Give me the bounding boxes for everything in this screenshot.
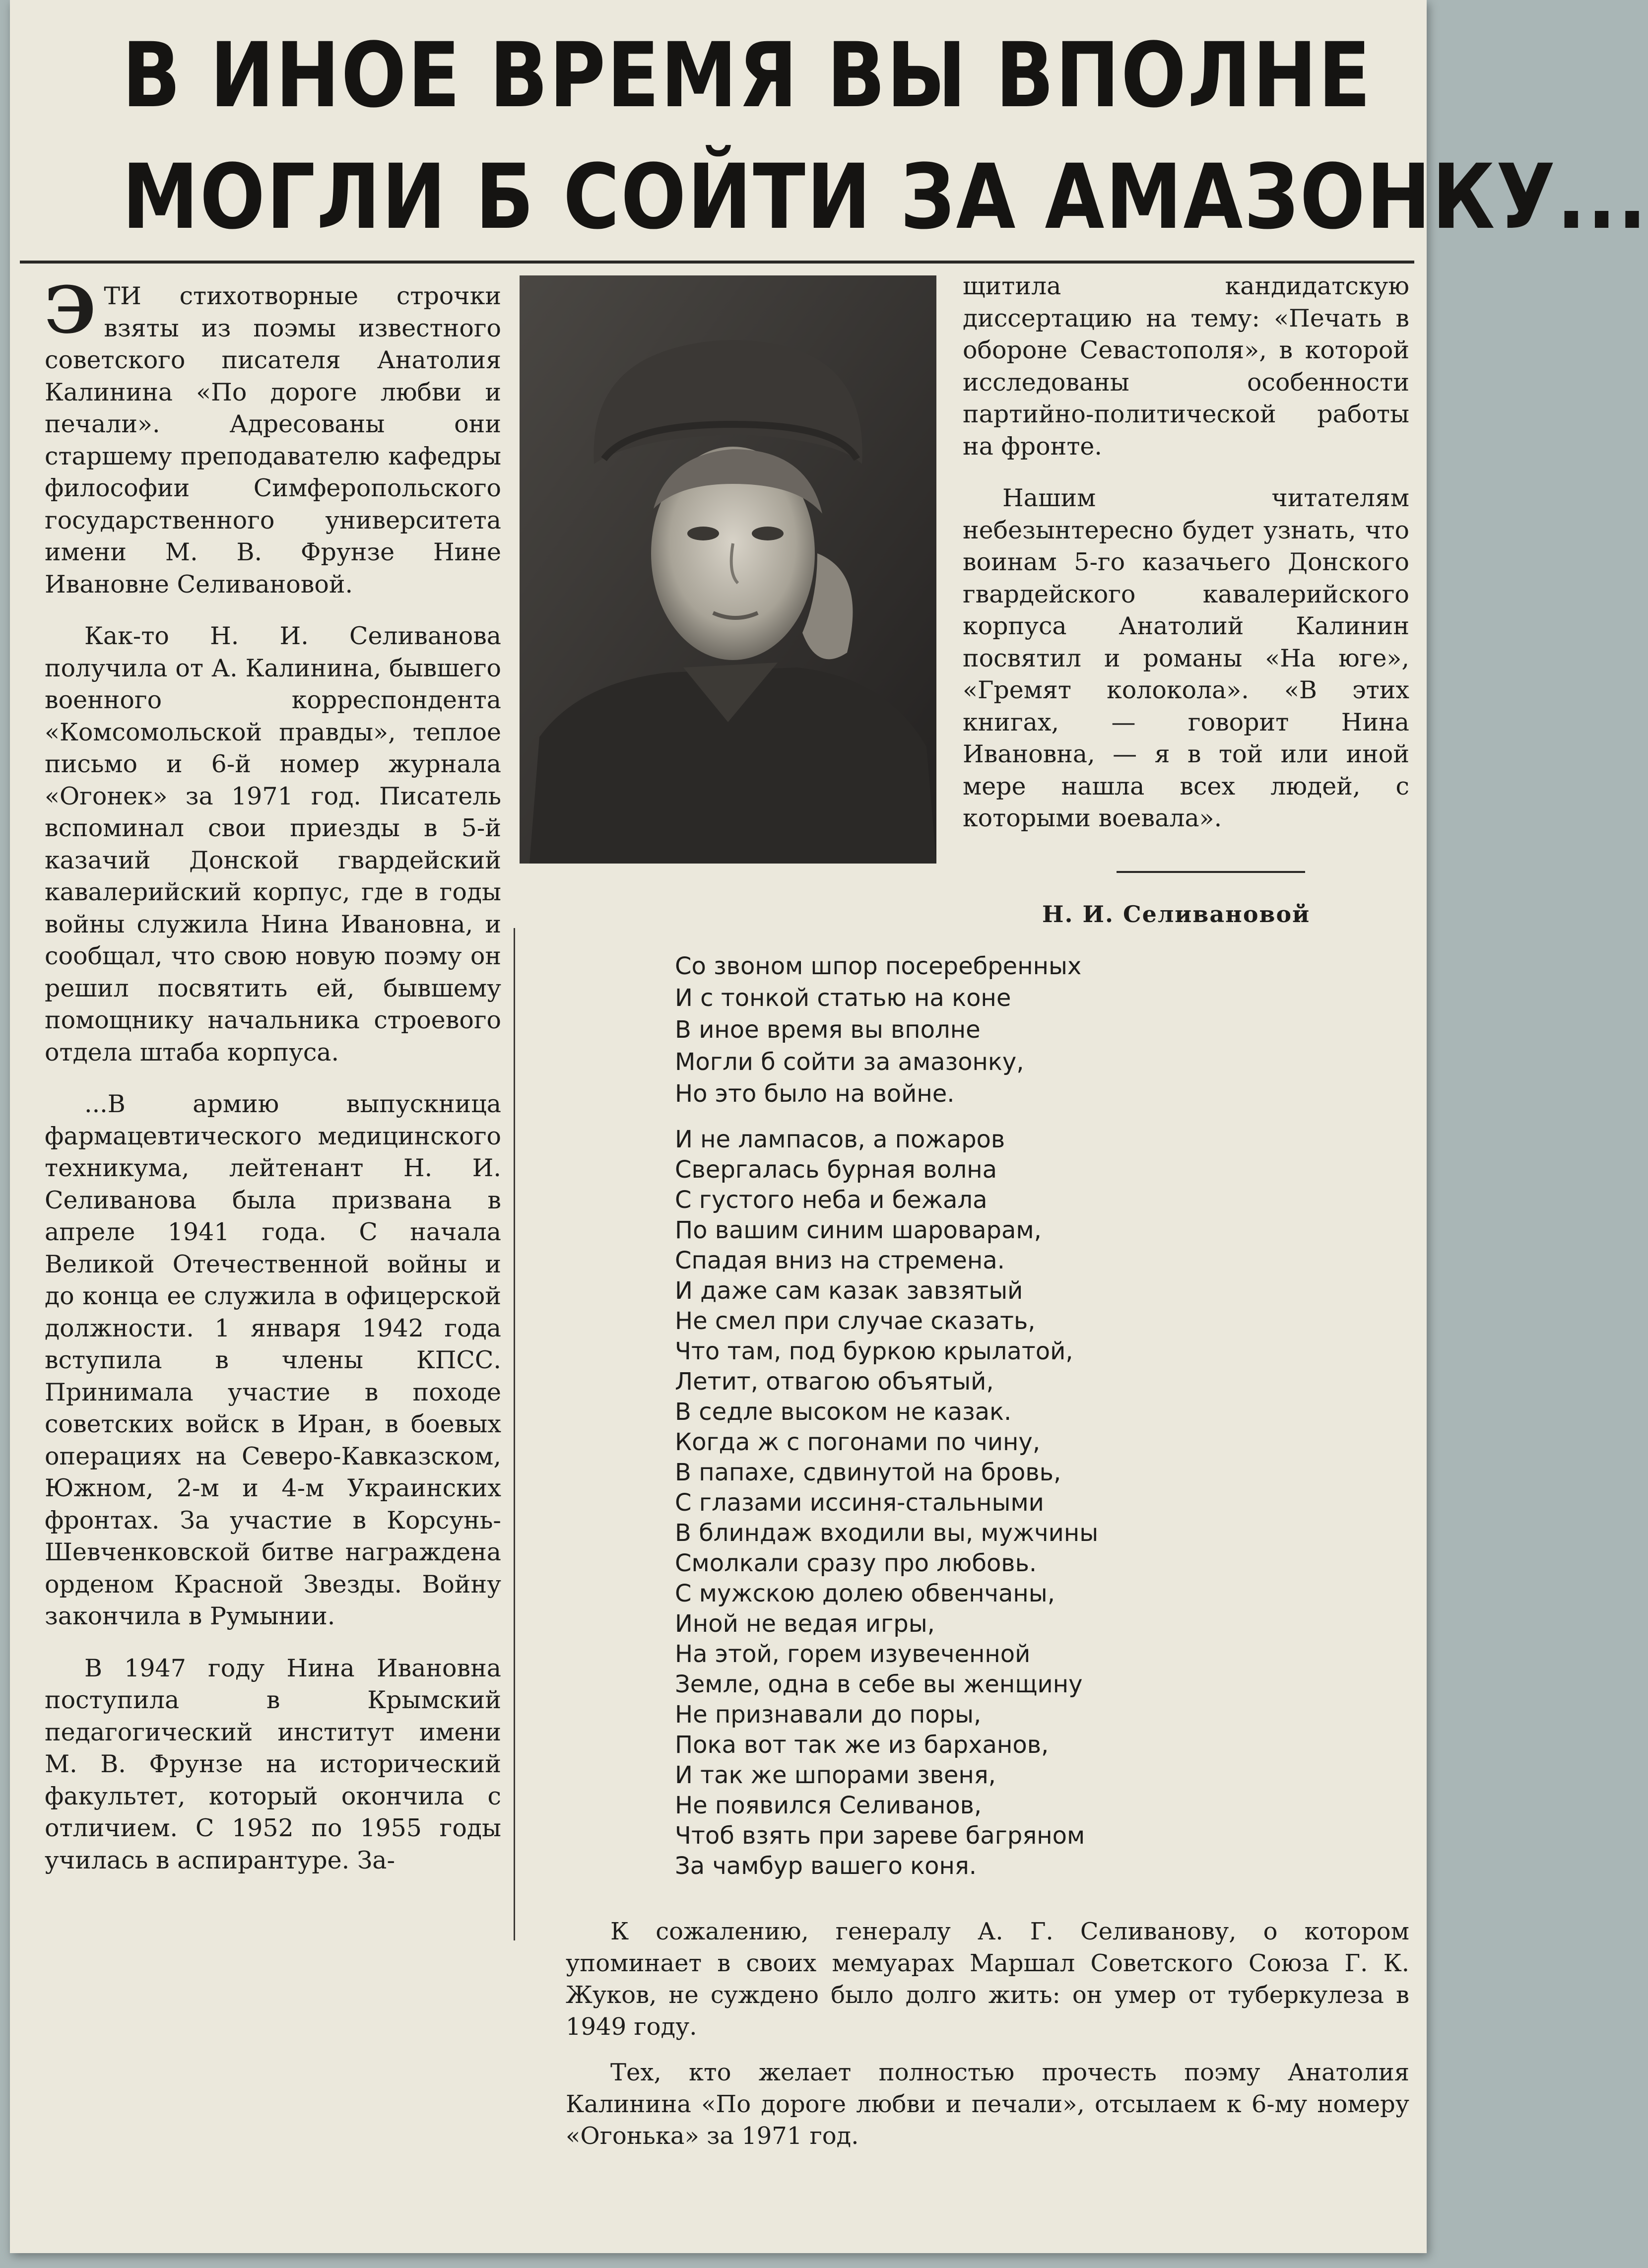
poem bbox=[675, 950, 1270, 1881]
poem-line: С густого неба и бежала bbox=[675, 1186, 988, 1214]
poem-line: Земле, одна в себе вы женщину bbox=[675, 1670, 1083, 1699]
poem-line: За чамбур вашего коня. bbox=[675, 1852, 977, 1880]
poem-line: По вашим синим шароварам, bbox=[675, 1216, 1042, 1245]
right-paragraph-1: щитила кандидатскую диссертацию на тему: «Печать в обороне Севастополя», в которой исследованы особенности партийно-политической работы на фронте. bbox=[963, 272, 1409, 461]
intro-paragraph-2: Как-то Н. И. Селиванова получила от А. Калинина, бывшего военного корреспондента «Комсомольской правды», теплое письмо и 6-й номер журнала «Огонек» за 1971 год. Писатель вспоминал свои приезды в 5-й казачий Донской гвардейский кавалерийский корпус, где в годы войны служила Нина Ивановна, и сообщал, что свою новую поэму он решил посвятить ей, бывшему помощнику начальника строевого отдела штаба корпуса. bbox=[45, 622, 501, 1067]
poem-line: В седле высоком не казак. bbox=[675, 1398, 1012, 1426]
poem-line: В папахе, сдвинутой на бровь, bbox=[675, 1459, 1061, 1487]
right-paragraph-2: Нашим читателям небезынтересно будет узнать, что воинам 5-го казачьего Донского гвардейского кавалерийского корпуса Анатолий Калинин посвятил и романы «На юге», «Гремят колокола». «В этих книгах, — говорит Нина Ивановна, — я в той или иной мере нашла всех людей, с которыми воевала». bbox=[963, 484, 1409, 832]
poem-line: Что там, под буркою крылатой, bbox=[675, 1337, 1073, 1366]
poem-line: И даже сам казак завзятый bbox=[675, 1277, 1023, 1305]
poem-line: На этой, горем изувеченной bbox=[675, 1640, 1031, 1668]
intro-column bbox=[45, 272, 501, 1876]
poem-line: Когда ж с погонами по чину, bbox=[675, 1428, 1041, 1457]
poem-stanza-1 bbox=[675, 950, 1270, 1110]
poem-line: Летит, отвагою объятый, bbox=[675, 1368, 994, 1396]
headline bbox=[25, 15, 1648, 258]
poem-line: С мужскою долею обвенчаны, bbox=[675, 1580, 1055, 1608]
poem-line: И так же шпорами звеня, bbox=[675, 1761, 996, 1790]
poem-dedication: Н. И. Селивановой bbox=[1042, 901, 1311, 928]
poem-line: Не появился Селиванов, bbox=[675, 1792, 982, 1820]
poem-line: Смолкали сразу про любовь. bbox=[675, 1549, 1037, 1578]
intro-paragraph-1 bbox=[45, 272, 501, 600]
poem-line: В блиндаж входили вы, мужчины bbox=[675, 1519, 1099, 1547]
poem-line: Не смел при случае сказать, bbox=[675, 1307, 1036, 1335]
poem-line: Могли б сойти за амазонку, bbox=[675, 1048, 1024, 1076]
dedication-rule bbox=[1117, 871, 1305, 873]
poem-line: Пока вот так же из барханов, bbox=[675, 1731, 1049, 1759]
headline-line-2: МОГЛИ Б СОЙТИ ЗА АМАЗОНКУ... bbox=[122, 145, 1648, 249]
headline-rule bbox=[20, 261, 1414, 264]
poem-line: И с тонкой статью на коне bbox=[675, 984, 1011, 1012]
intro-paragraph-3: ...В армию выпускница фармацевтического медицинского техникума, лейтенант Н. И. Селиванова была призвана в апреле 1941 года. С начала Великой Отечественной войны и до конца ее служила в офицерской должности. 1 января 1942 года вступила в члены КПСС. Принимала участие в походе советских войск в Иран, в боевых операциях на Северо-Кавказском, Южном, 2-м и 4-м Украинских фронтах. За участие в Корсунь-Шевченковской битве награждена орденом Красной Звезды. Войну закончила в Румынии. bbox=[45, 1090, 501, 1630]
poem-line: Не признавали до поры, bbox=[675, 1701, 982, 1729]
newspaper-clipping bbox=[10, 0, 1648, 2253]
right-column bbox=[963, 270, 1409, 835]
poem-line: Но это было на войне. bbox=[675, 1079, 955, 1108]
poem-line: С глазами иссиня-стальными bbox=[675, 1489, 1044, 1517]
poem-line: Со звоном шпор посеребренных bbox=[675, 952, 1082, 980]
closing-text bbox=[566, 1916, 1409, 2152]
poem-line: И не лампасов, а пожаров bbox=[675, 1126, 1005, 1154]
column-divider bbox=[514, 928, 515, 1940]
closing-paragraph-1: К сожалению, генералу А. Г. Селиванову, о котором упоминает в своих мемуарах Маршал Советского Союза Г. К. Жуков, не суждено было долго жить: он умер от туберкулеза в 1949 году. bbox=[566, 1918, 1409, 2041]
headline-line-1: В ИНОЕ ВРЕМЯ ВЫ ВПОЛНЕ bbox=[122, 24, 1372, 128]
poem-line: Иной не ведая игры, bbox=[675, 1610, 935, 1638]
poem-stanza-2 bbox=[675, 1125, 1270, 1881]
poem-line: Свергалась бурная волна bbox=[675, 1156, 997, 1184]
portrait-photo bbox=[520, 275, 936, 864]
poem-line: В иное время вы вполне bbox=[675, 1016, 981, 1044]
closing-paragraph-2: Тех, кто желает полностью прочесть поэму Анатолия Калинина «По дороге любви и печали», отсылаем к 6-му номеру «Огонька» за 1971 год. bbox=[566, 2059, 1409, 2150]
intro-paragraph-1-text: ТИ стихотворные строчки взяты из поэмы известного советского писателя Анатолия Калинина «По дороге любви и печали». Адресованы они старшему преподавателю кафедры философии Симферопольского государственного университета имени М. В. Фрунзе Нине Ивановне Селивановой. bbox=[45, 282, 501, 599]
poem-line: Спадая вниз на стремена. bbox=[675, 1247, 1005, 1275]
intro-paragraph-4: В 1947 году Нина Ивановна поступила в Крымский педагогический институт имени М. В. Фрунзе на исторический факультет, который окончила с отличием. С 1952 по 1955 годы училась в аспирантуре. За- bbox=[45, 1654, 501, 1874]
drop-cap: Э bbox=[45, 272, 96, 348]
poem-line: Чтоб взять при зареве багряном bbox=[675, 1822, 1085, 1850]
